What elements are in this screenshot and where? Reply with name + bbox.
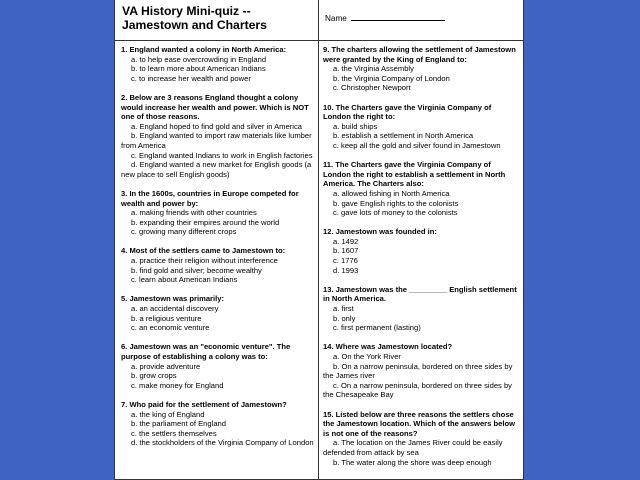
question-item (121, 189, 314, 237)
question-item (323, 227, 519, 275)
answer-option: a. England hoped to find gold and silver in America (131, 121, 302, 131)
question-text: 6. Jamestown was an "economic venture". The purpose of establishing a colony was to: (121, 342, 291, 361)
question-text: 15. Listed below are three reasons the settlers chose the Jamestown location. Which of the answers below is not one of the reasons? (323, 409, 515, 438)
answer-option: b. a religious venture (131, 313, 202, 323)
answer-option: b. the parliament of England (131, 419, 226, 429)
answer-option: c. the settlers themselves (131, 428, 217, 438)
answer-option: a. The location on the James River could be easily defended from attack by sea (323, 438, 503, 457)
question-text: 12. Jamestown was founded in: (323, 227, 437, 237)
name-blank-line (351, 12, 445, 21)
question-text: 2. Below are 3 reasons England thought a colony would increase her wealth and power. Which is NOT one of those reasons. (121, 92, 309, 122)
question-item (121, 342, 314, 390)
answer-option: a. to help ease overcrowding in England (131, 54, 267, 64)
answer-option: b. the Virginia Company of London (333, 73, 450, 83)
name-field-area (319, 0, 523, 40)
answer-option: b. expanding their empires around the world (131, 217, 280, 227)
answer-option: c. England wanted Indians to work in English factories (131, 150, 313, 160)
answer-option: b. gave English rights to the colonists (333, 198, 459, 208)
answer-option: a. the king of England (131, 409, 205, 419)
answer-option: a. On the York River (333, 352, 401, 361)
questions-body (115, 41, 523, 480)
answer-option: b. find gold and silver; become wealthy (131, 265, 262, 275)
answer-option: b. only (333, 313, 356, 323)
answer-option: a. 1492 (333, 236, 359, 246)
question-item (121, 45, 314, 83)
question-item (121, 400, 314, 448)
answer-option: c. On a narrow peninsula, bordered on three sides by the Chesapeake Bay (323, 380, 512, 400)
name-label: Name (325, 14, 347, 23)
answer-option: b. The water along the shore was deep enough (333, 457, 492, 467)
quiz-sheet (114, 0, 524, 480)
answer-option: b. establish a settlement in North America (333, 131, 474, 141)
question-item (323, 410, 519, 468)
question-item (121, 294, 314, 332)
answer-option: d. England wanted a new market for English goods (a new place to sell English goods) (121, 160, 312, 179)
answer-option: c. keep all the gold and silver found in Jamestown (333, 140, 501, 150)
question-text: 7. Who paid for the settlement of Jamestown? (121, 399, 287, 409)
answer-option: c. to increase her wealth and power (131, 73, 251, 83)
answer-option: a. build ships (333, 121, 378, 131)
answer-option: d. 1993 (333, 265, 359, 275)
header-row (115, 0, 523, 41)
answer-option: a. making friends with other countries (131, 208, 257, 218)
question-text: 3. In the 1600s, countries in Europe competed for wealth and power by: (121, 188, 299, 208)
answer-option: b. grow crops (131, 371, 177, 381)
answer-option: a. practice their religion without interference (131, 256, 278, 266)
question-text: 13. Jamestown was the _________ English settlement in North America. (323, 284, 517, 304)
question-text: 9. The charters allowing the settlement of Jamestown were granted by the King of England to: (323, 45, 516, 64)
question-text: 5. Jamestown was primarily: (121, 294, 224, 304)
answer-option: a. provide adventure (131, 361, 201, 371)
right-question-column (319, 41, 523, 480)
question-text: 11. The Charters gave the Virginia Company of London the right to establish a settlement in North America. The Charters also: (323, 160, 506, 189)
answer-option: c. first permanent (lasting) (333, 323, 421, 333)
answer-option: d. the stockholders of the Virginia Company of London (131, 438, 314, 448)
answer-option: c. learn about American Indians (131, 275, 238, 285)
question-text: 1. England wanted a colony in North America: (121, 45, 287, 54)
answer-option: b. On a narrow peninsula, bordered on three sides by the James river (323, 361, 513, 381)
question-item (323, 285, 519, 333)
question-item (121, 93, 314, 179)
question-item (323, 45, 519, 93)
question-item (121, 246, 314, 284)
answer-option: c. an economic venture (131, 323, 210, 333)
answer-option: c. 1776 (333, 256, 358, 266)
answer-option: c. growing many different crops (131, 227, 237, 237)
answer-option: c. Christopher Newport (333, 83, 411, 93)
question-text: 10. The Charters gave the Virginia Company of London the right to: (323, 102, 492, 122)
answer-option: a. first (333, 304, 354, 314)
left-question-column (115, 41, 319, 480)
answer-option: b. to learn more about American Indians (131, 64, 266, 74)
question-text: 4. Most of the settlers came to Jamestown to: (121, 246, 286, 256)
question-item (323, 342, 519, 400)
question-text: 14. Where was Jamestown located? (323, 342, 453, 352)
quiz-title: VA History Mini-quiz -- Jamestown and Charters (115, 0, 319, 40)
question-item (323, 160, 519, 218)
answer-option: a. the Virginia Assembly (333, 64, 414, 74)
answer-option: c. make money for England (131, 380, 224, 390)
answer-option: a. allowed fishing in North America (333, 188, 450, 198)
answer-option: b. England wanted to import raw materials like lumber from America (121, 131, 312, 150)
answer-option: b. 1607 (333, 246, 359, 256)
answer-option: a. an accidental discovery (131, 304, 219, 314)
question-item (323, 103, 519, 151)
answer-option: c. gave lots of money to the colonists (333, 208, 458, 218)
